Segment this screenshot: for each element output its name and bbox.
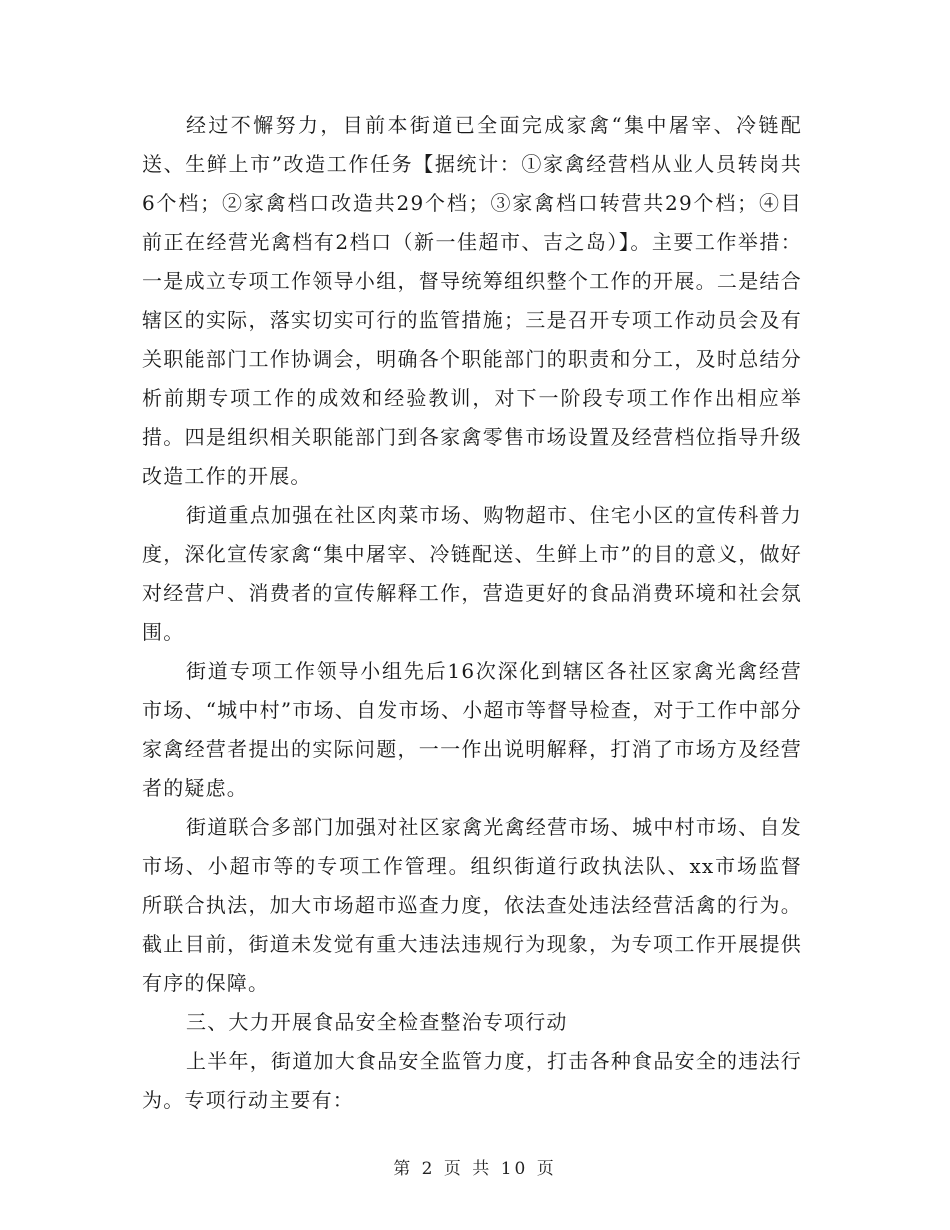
paragraph-publicity: 街道重点加强在社区肉菜市场、购物超市、住宅小区的宣传科普力度，深化宣传家禽“集中屠宰、冷链配送、生鲜上市”的目的意义，做好对经营户、消费者的宣传解释工作，营造更好的食品消费环境和社会氛围。	[142, 503, 802, 644]
page-number-footer: 第 2 页 共 10 页	[393, 1159, 557, 1179]
paragraph-joint-enforcement: 街道联合多部门加强对社区家禽光禽经营市场、城中村市场、自发市场、小超市等的专项工作管理。组织街道行政执法队、xx市场监督所联合执法，加大市场超市巡查力度，依法查处违法经营活禽的行为。截止目前，街道未发觉有重大违法违规行为现象，为专项工作开展提供有序的保障。	[142, 815, 802, 995]
paragraph-inspection: 街道专项工作领导小组先后16次深化到辖区各社区家禽光禽经营市场、“城中村”市场、自发市场、小超市等督导检查，对于工作中部分家禽经营者提出的实际问题，一一作出说明解释，打消了市场方及经营者的疑虑。	[142, 659, 802, 800]
paragraph-progress-summary: 经过不懈努力，目前本街道已全面完成家禽“集中屠宰、冷链配送、生鲜上市”改造工作任务【据统计：①家禽经营档从业人员转岗共6个档；②家禽档口改造共29个档；③家禽档口转营共29个档；④目前正在经营光禽档有2档口（新一佳超市、吉之岛）】。主要工作举措：一是成立专项工作领导小组，督导统筹组织整个工作的开展。二是结合辖区的实际，落实切实可行的监管措施；三是召开专项工作动员会及有关职能部门工作协调会，明确各个职能部门的职责和分工，及时总结分析前期专项工作的成效和经验教训，对下一阶段专项工作作出相应举措。四是组织相关职能部门到各家禽零售市场设置及经营档位指导升级改造工作的开展。	[142, 113, 802, 488]
paragraph-food-safety: 上半年，街道加大食品安全监管力度，打击各种食品安全的违法行为。专项行动主要有：	[142, 1049, 802, 1112]
document-body	[142, 106, 802, 1120]
section-heading: 三、大力开展食品安全检查整治专项行动	[186, 1010, 568, 1034]
